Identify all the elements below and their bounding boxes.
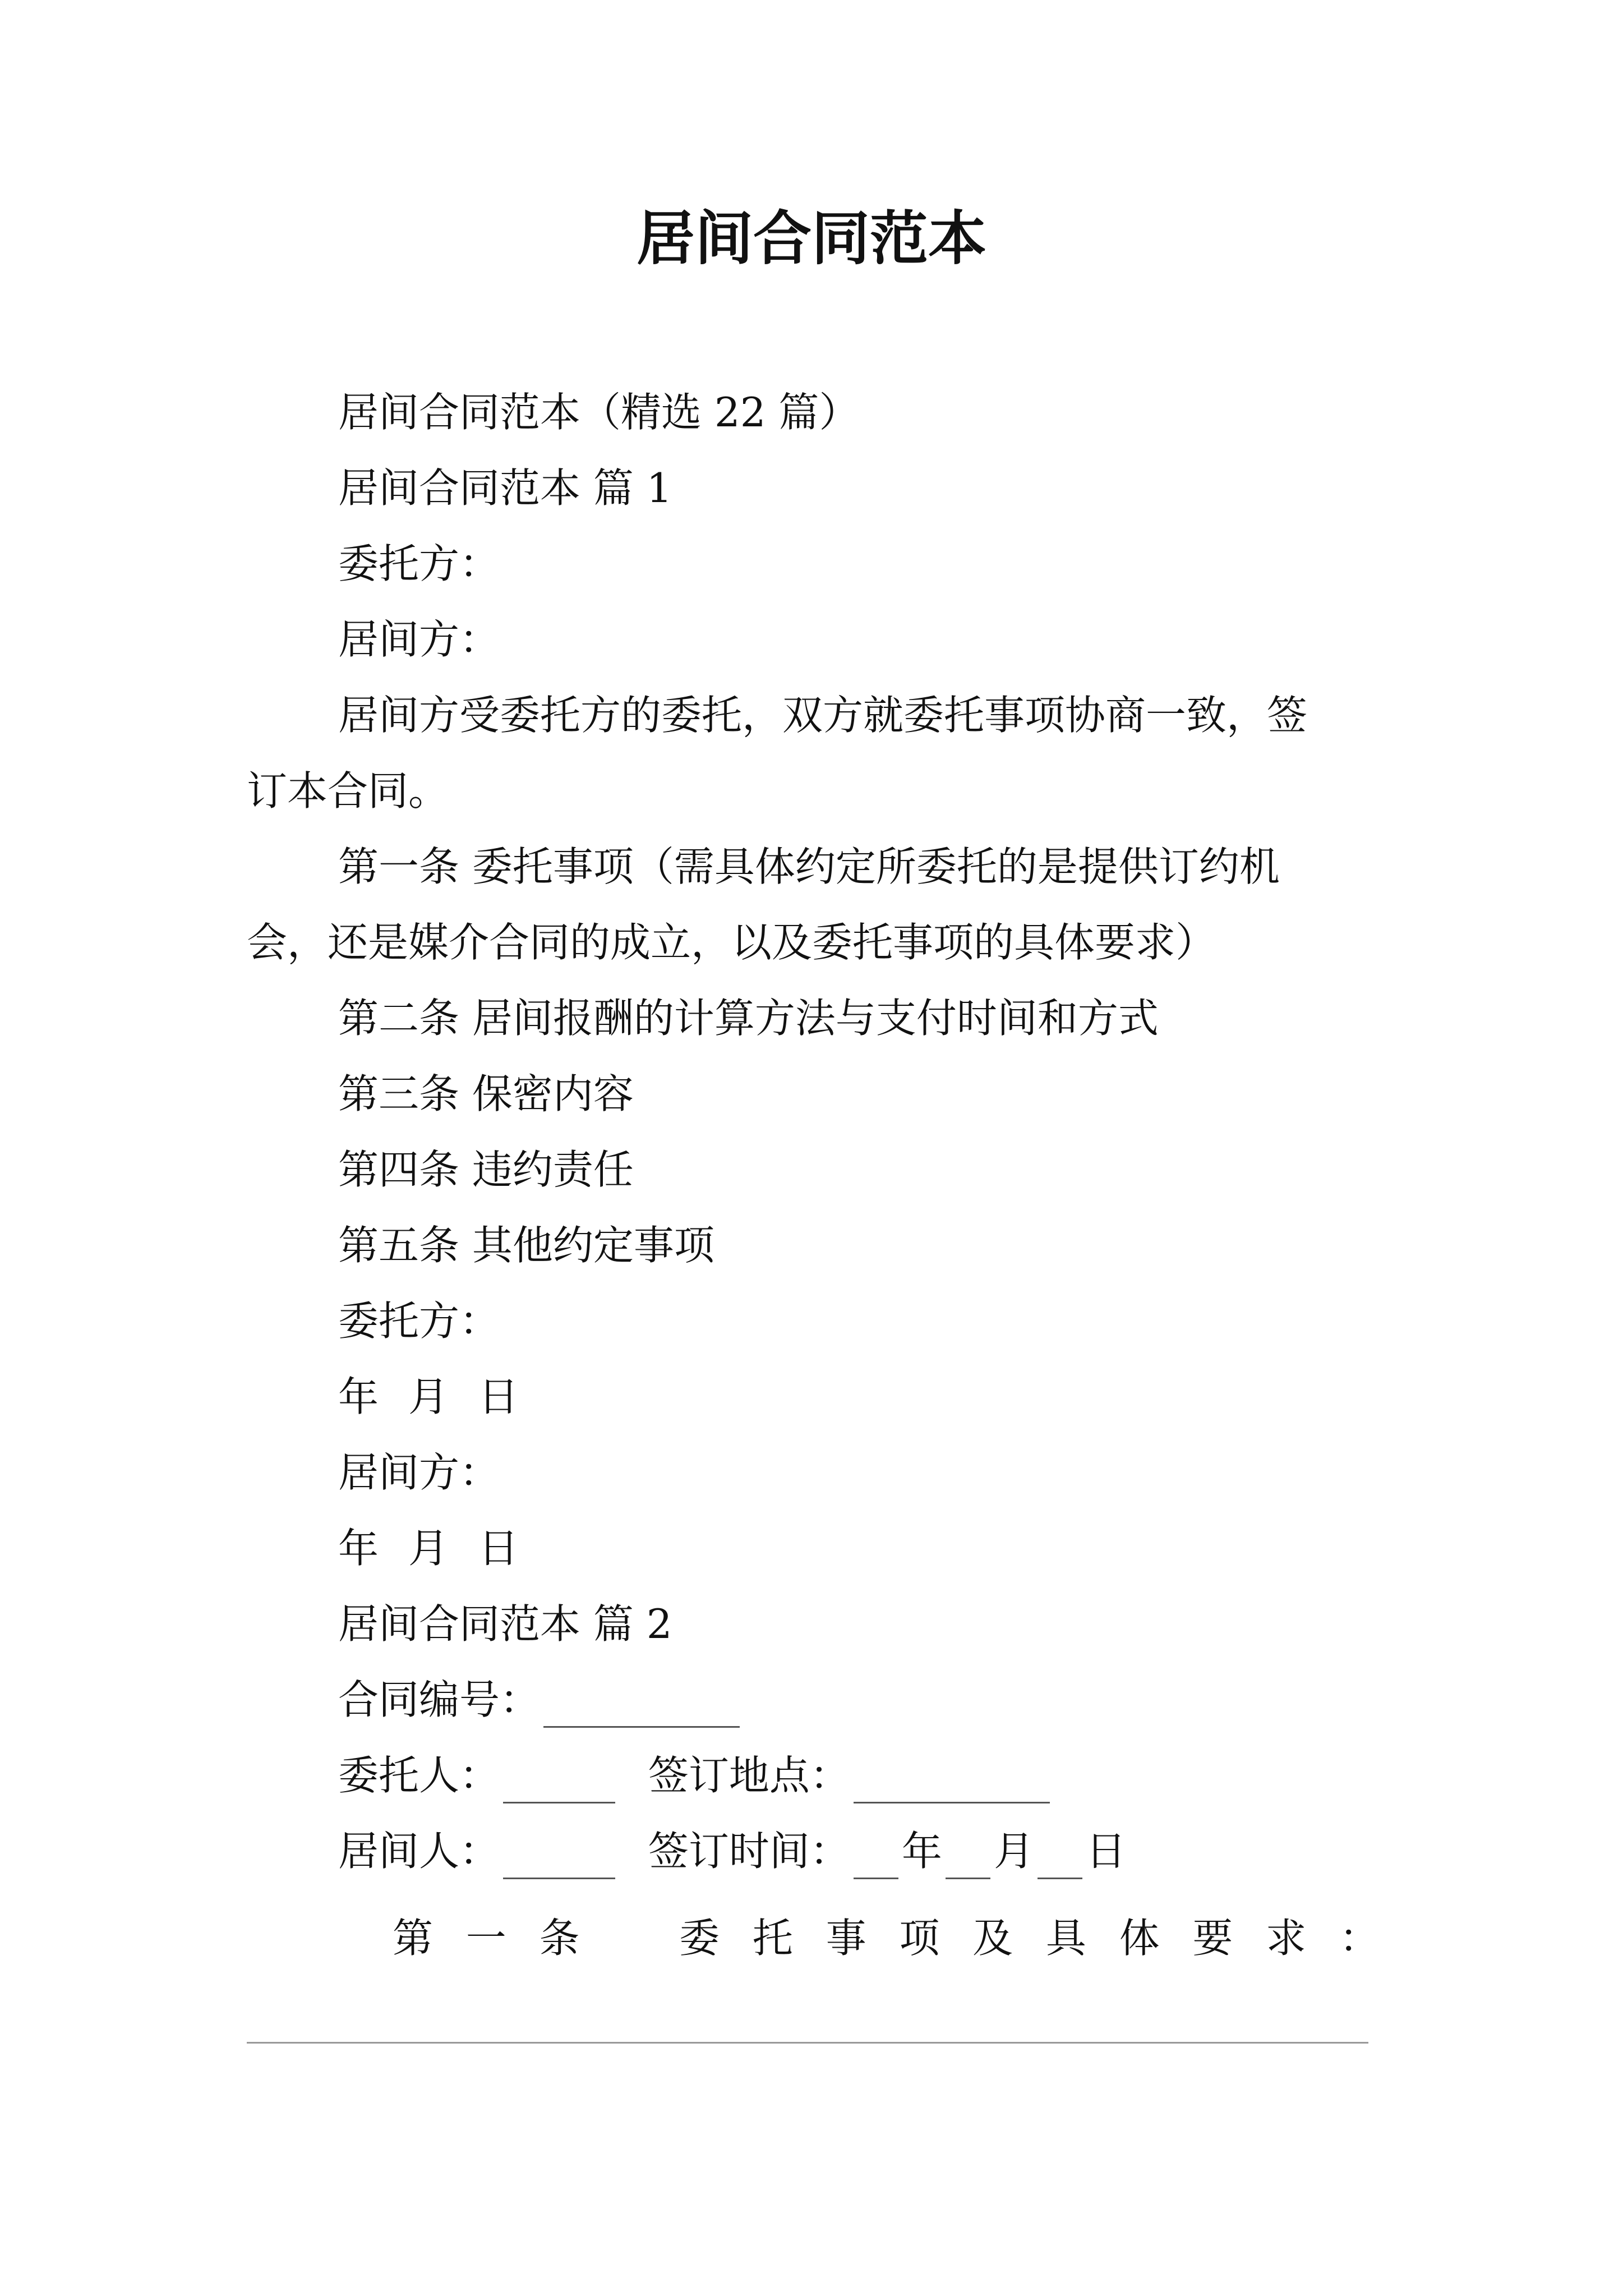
broker-person-label: 居间人： bbox=[338, 1828, 500, 1875]
heading-char: 项 bbox=[899, 1915, 940, 1962]
broker-person-blank bbox=[503, 1838, 615, 1879]
heading-gap bbox=[612, 1910, 646, 1966]
contract-number-label: 合同编号： bbox=[338, 1676, 541, 1723]
signing-place-blank bbox=[854, 1763, 1050, 1803]
heading-char: 第 bbox=[393, 1915, 434, 1962]
intro-paragraph-line-1: 居间方受委托方的委托，双方就委托事项协商一致，签 bbox=[338, 692, 1308, 739]
heading-char: 事 bbox=[826, 1915, 866, 1962]
article-3: 第三条 保密内容 bbox=[338, 1070, 634, 1117]
client-person-label: 委托人： bbox=[338, 1752, 500, 1799]
day-label: 日 bbox=[1085, 1828, 1126, 1875]
month-blank bbox=[946, 1838, 990, 1879]
client-signature-label: 委托方： bbox=[338, 1297, 500, 1345]
heading-char: 一 bbox=[465, 1915, 506, 1962]
section-heading-1: 居间合同范本 篇 1 bbox=[338, 464, 672, 512]
article-1-line-2: 会，还是媒介合同的成立，以及委托事项的具体要求） bbox=[247, 919, 1216, 966]
heading-char: 具 bbox=[1045, 1915, 1086, 1962]
client-label: 委托方： bbox=[338, 540, 500, 587]
client-signature-date: 年 月 日 bbox=[338, 1373, 519, 1420]
client-place-row bbox=[338, 1747, 1053, 1803]
heading-char: 体 bbox=[1119, 1915, 1160, 1962]
year-label: 年 bbox=[901, 1828, 942, 1875]
heading-char: 条 bbox=[539, 1915, 580, 1962]
day-blank bbox=[1038, 1838, 1082, 1879]
heading-char: 委 bbox=[679, 1915, 720, 1962]
contract-number-blank bbox=[543, 1687, 740, 1728]
contract-number-row bbox=[338, 1672, 743, 1728]
document-title: 居间合同范本 bbox=[636, 204, 986, 273]
subtitle-selection: 居间合同范本（精选 22 篇） bbox=[338, 389, 860, 436]
client-person-blank bbox=[503, 1763, 615, 1803]
intro-paragraph-line-2: 订本合同。 bbox=[247, 767, 449, 815]
broker-label: 居间方： bbox=[338, 616, 500, 663]
article-2: 第二条 居间报酬的计算方法与支付时间和方式 bbox=[338, 995, 1159, 1042]
section-2-article-1-heading bbox=[393, 1910, 1380, 1966]
article-5: 第五条 其他约定事项 bbox=[338, 1222, 714, 1269]
fill-in-underline bbox=[247, 2042, 1368, 2044]
heading-char: 要 bbox=[1192, 1915, 1233, 1962]
month-label: 月 bbox=[993, 1828, 1034, 1875]
article-1-line-1: 第一条 委托事项（需具体约定所委托的是提供订约机 bbox=[338, 843, 1280, 890]
heading-char: ： bbox=[1339, 1915, 1380, 1962]
broker-signature-date: 年 月 日 bbox=[338, 1525, 519, 1572]
signing-time-label: 签订时间： bbox=[648, 1828, 850, 1875]
signing-place-label: 签订地点： bbox=[648, 1752, 850, 1799]
article-4: 第四条 违约责任 bbox=[338, 1146, 634, 1193]
broker-signature-label: 居间方： bbox=[338, 1449, 500, 1496]
heading-char: 求 bbox=[1266, 1915, 1307, 1962]
year-blank bbox=[854, 1838, 898, 1879]
section-heading-2: 居间合同范本 篇 2 bbox=[338, 1600, 672, 1648]
broker-time-row bbox=[338, 1823, 1126, 1879]
heading-char: 托 bbox=[752, 1915, 793, 1962]
heading-char: 及 bbox=[972, 1915, 1013, 1962]
